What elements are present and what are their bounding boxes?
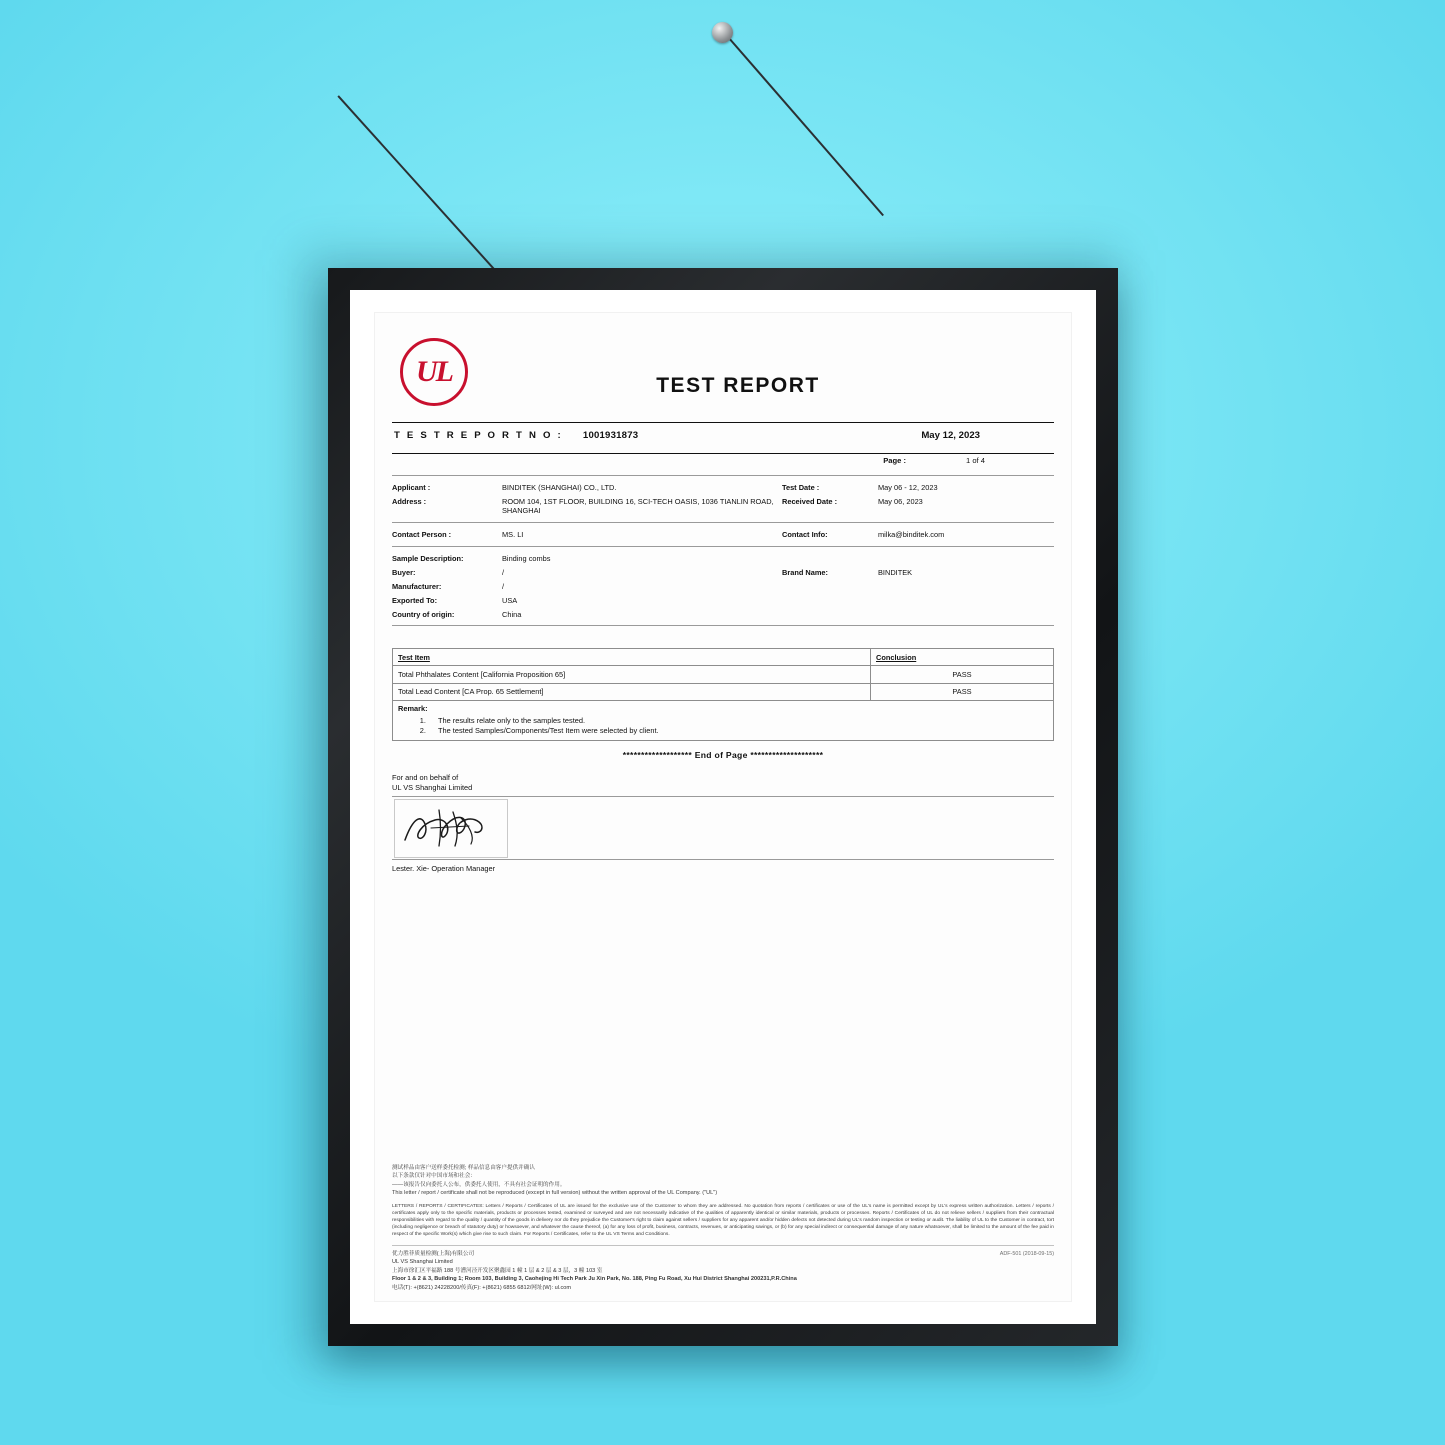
company-phone: 电话(T): +(8621) 24228200/传真(F): +(8621) 6855 6812/网址(W): ul.com <box>392 1284 572 1291</box>
legal-text: LETTERS / REPORTS / CERTIFICATES: Letters / Reports / Certificates of UL are issued for the exclusive use of the Customer to whom they are addressed. No quotation from reports / certificates or use of the UL's name is permitted except by UL's express written authorization. Letters / reports / certificates apply only to the specific materials, products or processes tested, examined or surveyed and are not necessarily indicative of the qualities of apparently identical or similar materials, products or processes. Reports / Certificates of UL do not relieve sellers / suppliers from their contractual responsibilities with regard to the quality / quantity of the goods in delivery nor do they prejudice the Customer's right to claim against sellers / suppliers for any apparent and/or hidden defects not detected during UL's random inspection or testing or audit. The liability of UL to the Customer in contract, tort (including negligence or breach of statutory duty) or howsoever, and whatever the cause thereof, (a) for any loss of profit, business, contracts, revenues, or anticipating savings, or (b) for any special indirect or consequential damage of any nature whatsoever, shall be limited to the amount of the fee paid in respect of the specific Work(s) which give rise to such claim. For Reports / Certificates, refer to the UL VS Terms and Conditions. <box>392 1204 1054 1238</box>
contact-person-label: Contact Person : <box>392 530 452 540</box>
document-footer <box>392 1164 1054 1292</box>
address-label: Address : <box>392 497 427 507</box>
page-number-row <box>392 454 1054 471</box>
country-of-origin-label: Country of origin: <box>392 609 455 619</box>
table-row <box>393 666 1054 683</box>
remark-row <box>393 700 1054 740</box>
company-name-en: UL VS Shanghai Limited <box>392 1259 453 1266</box>
exported-to-label: Exported To: <box>392 595 438 605</box>
sample-description-label: Sample Description: <box>392 554 464 564</box>
company-address-block <box>392 1250 1054 1292</box>
empty-cell <box>878 580 1054 594</box>
remark-cell <box>393 700 1054 740</box>
footer-divider <box>392 1245 1054 1246</box>
address-value: ROOM 104, 1ST FLOOR, BUILDING 16, SCI-TECH OASIS, 1036 TIANLIN ROAD, SHANGHAI <box>502 497 774 516</box>
table-row <box>392 607 1054 621</box>
page-label: Page : <box>883 456 906 466</box>
cn-note-line-2: 以下条款仅针对中国市场和社会： <box>392 1173 476 1180</box>
empty-cell <box>782 580 878 594</box>
empty-cell <box>782 594 878 608</box>
signature-image <box>394 799 508 858</box>
empty-cell <box>782 552 878 566</box>
company-name-cn: 优力胜菲质量检测(上海)有限公司 <box>392 1251 475 1258</box>
contact-info-table <box>392 528 1054 542</box>
empty-cell <box>878 607 1054 621</box>
table-row <box>393 683 1054 700</box>
test-date-label: Test Date : <box>782 483 820 493</box>
sample-divider-bottom <box>392 625 1054 626</box>
applicant-label: Applicant : <box>392 483 431 493</box>
table-row <box>392 566 1054 580</box>
contact-info-value: milka@binditek.com <box>878 530 945 540</box>
behalf-line-2: UL VS Shanghai Limited <box>392 783 473 793</box>
document-id: ADF-501 (2018-09-15) <box>999 1251 1054 1258</box>
buyer-value: / <box>502 568 505 578</box>
sample-info-table <box>392 552 1054 621</box>
cn-note-line-1: 测试样品由客户送样委托检测; 样品信息由客户提供并确认 <box>392 1164 535 1171</box>
brand-name-value: BINDITEK <box>878 568 913 578</box>
country-of-origin-value: China <box>502 609 522 619</box>
contact-info-label: Contact Info: <box>782 530 828 540</box>
company-address-en: Floor 1 & 2 & 3, Building 1; Room 103, Building 3, Caohejing Hi Tech Park Ju Xin Park, No. 188, Ping Fu Road, Xu Hui District Shanghai 200231,P.R.China <box>392 1276 797 1283</box>
ul-logo-icon <box>400 338 468 406</box>
test-item-value: Total Lead Content [CA Prop. 65 Settlement] <box>393 683 871 700</box>
exported-to-value: USA <box>502 595 518 605</box>
table-row <box>392 528 1054 542</box>
en-note-line: This letter / report / certificate shall not be reproduced (except in full version) without the written approval of the UL Company. ("UL") <box>392 1189 718 1196</box>
remark-title: Remark: <box>398 704 428 714</box>
report-number-row <box>392 423 1054 449</box>
signature-row <box>392 796 1054 860</box>
applicant-value: BINDITEK (SHANGHAI) CO., LTD. <box>502 483 617 493</box>
ul-logo-text: UL <box>416 354 452 388</box>
buyer-label: Buyer: <box>392 568 416 578</box>
brand-name-label: Brand Name: <box>782 568 828 578</box>
test-date-value: May 06 - 12, 2023 <box>878 483 938 493</box>
sample-description-value: Binding combs <box>502 554 551 564</box>
remark-list <box>398 716 1048 736</box>
picture-frame <box>328 268 1118 1346</box>
info-top-divider <box>392 475 1054 476</box>
table-row <box>392 495 1054 518</box>
table-row <box>392 552 1054 566</box>
test-item-value: Total Phthalates Content [California Proposition 65] <box>393 666 871 683</box>
table-header-row <box>393 649 1054 666</box>
list-item: 1. The results relate only to the samples tested. <box>428 716 1048 725</box>
page-title: TEST REPORT <box>656 373 820 397</box>
company-address-cn: 上海市徐汇区平福路 188 号漕河泾开发区聚鑫园 1 幢 1 层 & 2 层 & 3 层，3 幢 103 室 <box>392 1267 603 1274</box>
signature-name: Lester. Xie- Operation Manager <box>392 864 496 874</box>
report-number-label: T E S T R E P O R T N O : <box>394 430 563 441</box>
manufacturer-value: / <box>502 581 505 591</box>
frame-mat <box>350 290 1096 1324</box>
report-date: May 12, 2023 <box>921 430 980 441</box>
cn-note-line-3: ——该报告仅向委托人公布，供委托人使用，不具有社会证明的作用。 <box>392 1181 566 1188</box>
received-date-value: May 06, 2023 <box>878 497 923 507</box>
empty-cell <box>878 552 1054 566</box>
report-number-value: 1001931873 <box>582 430 639 441</box>
table-row <box>392 594 1054 608</box>
list-item: 2. The tested Samples/Components/Test Item were selected by client. <box>428 726 1048 735</box>
chinese-notes <box>392 1164 1054 1198</box>
applicant-info-table <box>392 481 1054 518</box>
empty-cell <box>878 594 1054 608</box>
conclusion-value: PASS <box>871 666 1054 683</box>
document-header <box>392 326 1054 418</box>
contact-person-value: MS. LI <box>502 530 524 540</box>
contact-divider-top <box>392 522 1054 523</box>
wall-hook-icon <box>712 22 733 43</box>
document-page <box>374 312 1072 1302</box>
column-header-test-item: Test Item <box>393 649 871 666</box>
conclusion-value: PASS <box>871 683 1054 700</box>
behalf-block <box>392 773 1054 793</box>
received-date-label: Received Date : <box>782 497 838 507</box>
table-row <box>392 580 1054 594</box>
signature-strokes-icon <box>395 800 507 857</box>
empty-cell <box>782 607 878 621</box>
manufacturer-label: Manufacturer: <box>392 581 442 591</box>
page-value: 1 of 4 <box>966 456 985 466</box>
behalf-line-1: For and on behalf of <box>392 773 459 783</box>
results-table <box>392 648 1054 741</box>
test-report-document <box>374 312 1072 1302</box>
table-row <box>392 481 1054 495</box>
end-of-page-marker: ******************* End of Page ******************** <box>622 750 824 761</box>
sample-divider-top <box>392 546 1054 547</box>
column-header-conclusion: Conclusion <box>871 649 1054 666</box>
